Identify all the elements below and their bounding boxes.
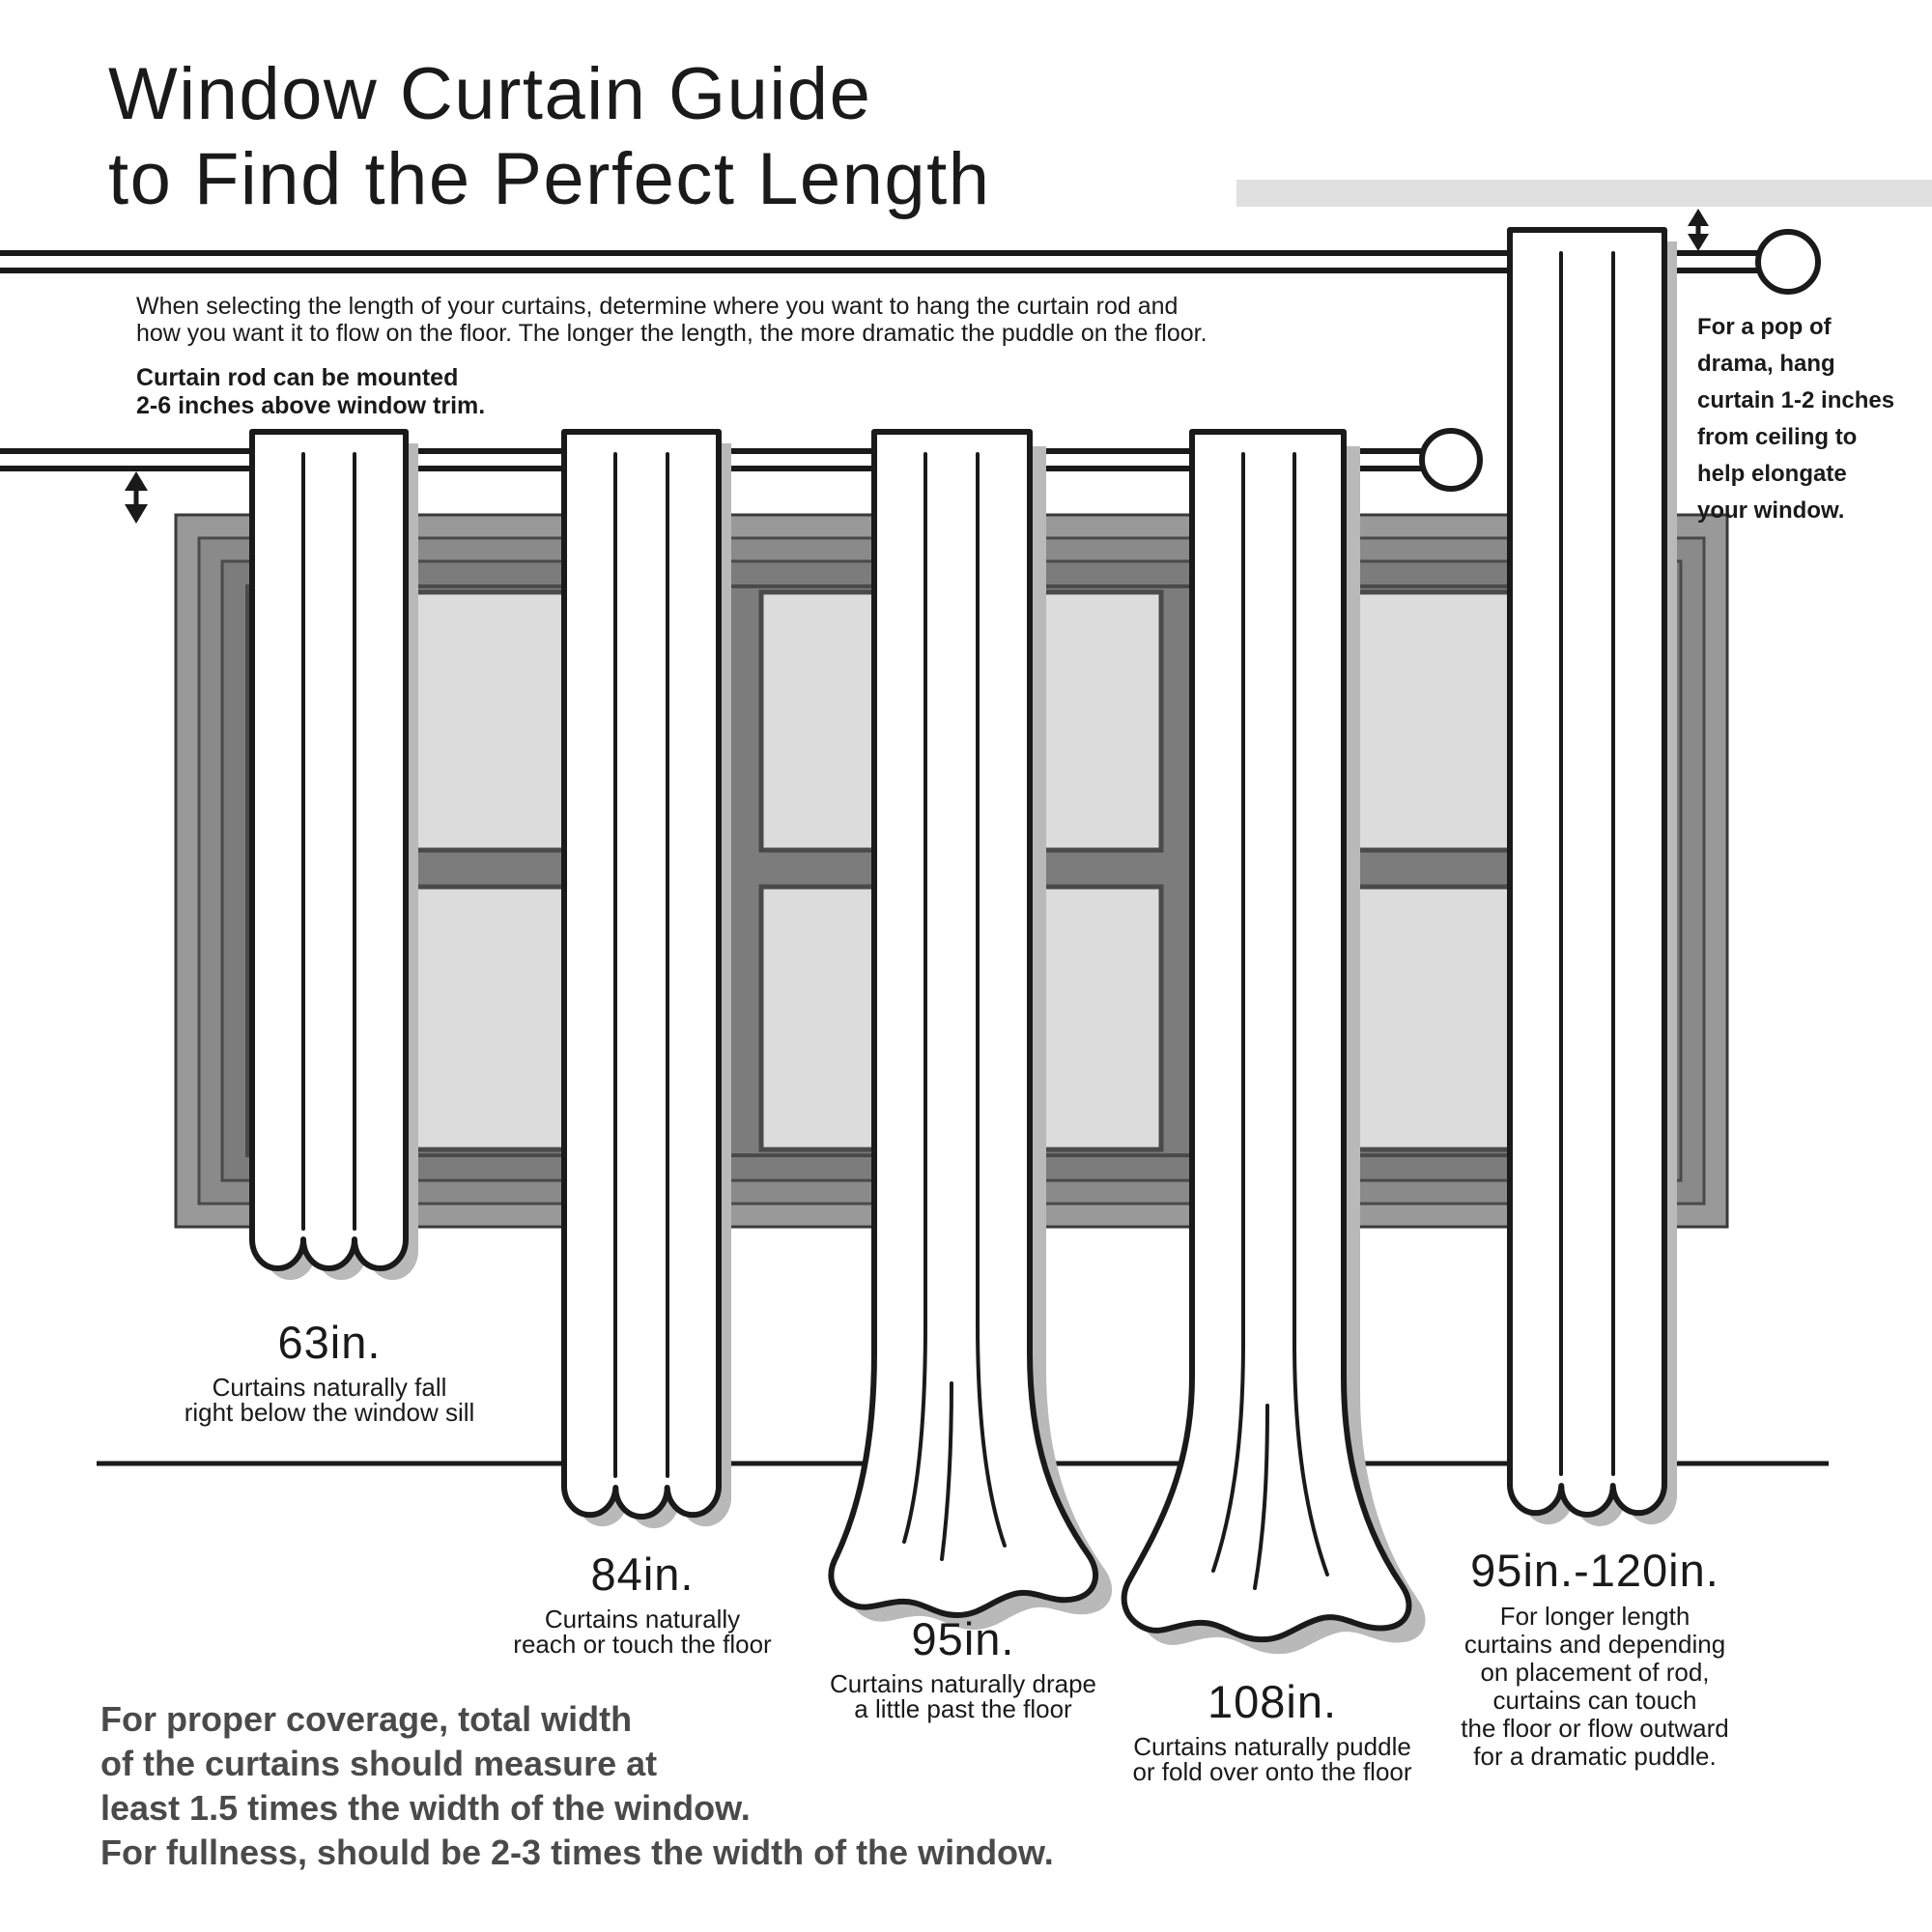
coverage-note xyxy=(100,1697,1054,1875)
ceiling-note-line: from ceiling to xyxy=(1697,424,1858,450)
ceiling-note-line: help elongate xyxy=(1697,461,1847,487)
curtain-description-line: reach or touch the floor xyxy=(513,1630,772,1659)
coverage-line: For proper coverage, total width xyxy=(100,1699,633,1739)
rod-note-line: Curtain rod can be mounted xyxy=(136,364,459,391)
curtain-description-line: or fold over onto the floor xyxy=(1132,1757,1412,1786)
curtain-description-line: curtains can touch xyxy=(1492,1686,1697,1715)
title-line: to Find the Perfect Length xyxy=(108,138,991,220)
curtain-description-line: a little past the floor xyxy=(854,1694,1072,1723)
page-title xyxy=(108,52,991,222)
intro-line: how you want it to flow on the floor. The longer the length, the more dramatic the puddle on the floor. xyxy=(136,320,1208,347)
curtain-description-line: Curtains naturally fall xyxy=(212,1373,447,1402)
curtain-84in xyxy=(564,432,731,1528)
curtain-description-line: on placement of rod, xyxy=(1480,1658,1710,1687)
curtain-description-line: right below the window sill xyxy=(184,1398,475,1427)
rod-finial-icon xyxy=(1758,232,1818,292)
coverage-line: For fullness, should be 2-3 times the width of the window. xyxy=(100,1833,1054,1872)
curtain-63in xyxy=(252,432,418,1280)
label-108in xyxy=(1132,1675,1411,1784)
coverage-line: of the curtains should measure at xyxy=(100,1744,658,1783)
ceiling-note-line: For a pop of xyxy=(1697,314,1832,340)
curtain-length-heading: 108in. xyxy=(1207,1676,1338,1727)
curtain-95-120in xyxy=(1510,230,1677,1526)
label-84in xyxy=(513,1548,771,1657)
curtain-description-line: the floor or flow outward xyxy=(1461,1714,1729,1743)
label-95in-120in xyxy=(1461,1544,1728,1771)
rod-note-line: 2-6 inches above window trim. xyxy=(136,392,486,419)
intro-line: When selecting the length of your curtains, determine where you want to hang the curtain rod and xyxy=(136,293,1179,320)
curtain-length-heading: 84in. xyxy=(590,1548,695,1600)
curtain-length-heading: 63in. xyxy=(277,1317,382,1368)
curtain-description-line: Curtains naturally puddle xyxy=(1133,1732,1411,1761)
title-line: Window Curtain Guide xyxy=(108,53,872,135)
label-63in xyxy=(185,1316,475,1425)
ceiling-hang-note xyxy=(1697,309,1894,529)
curtain-description-line: Curtains naturally drape xyxy=(829,1669,1097,1698)
ceiling-note-line: curtain 1-2 inches xyxy=(1697,387,1895,413)
curtain-description-line: for a dramatic puddle. xyxy=(1473,1742,1717,1771)
curtain-description-line: Curtains naturally xyxy=(544,1605,741,1634)
rod-mount-note xyxy=(136,364,485,420)
ceiling-gap-arrow-icon xyxy=(1688,209,1709,251)
ceiling-note-line: drama, hang xyxy=(1697,351,1835,377)
rod-height-arrow-icon xyxy=(125,471,148,524)
coverage-line: least 1.5 times the width of the window. xyxy=(100,1788,751,1828)
curtain-description-line: For longer length xyxy=(1499,1602,1690,1631)
curtain-length-heading: 95in.-120in. xyxy=(1470,1545,1719,1596)
rod-finial-icon xyxy=(1422,431,1480,489)
ceiling-note-line: your window. xyxy=(1697,497,1845,524)
curtain-length-heading: 95in. xyxy=(911,1613,1015,1664)
intro-paragraph xyxy=(136,293,1208,347)
curtain-description-line: curtains and depending xyxy=(1463,1630,1726,1659)
ceiling-bar xyxy=(1236,180,1932,207)
